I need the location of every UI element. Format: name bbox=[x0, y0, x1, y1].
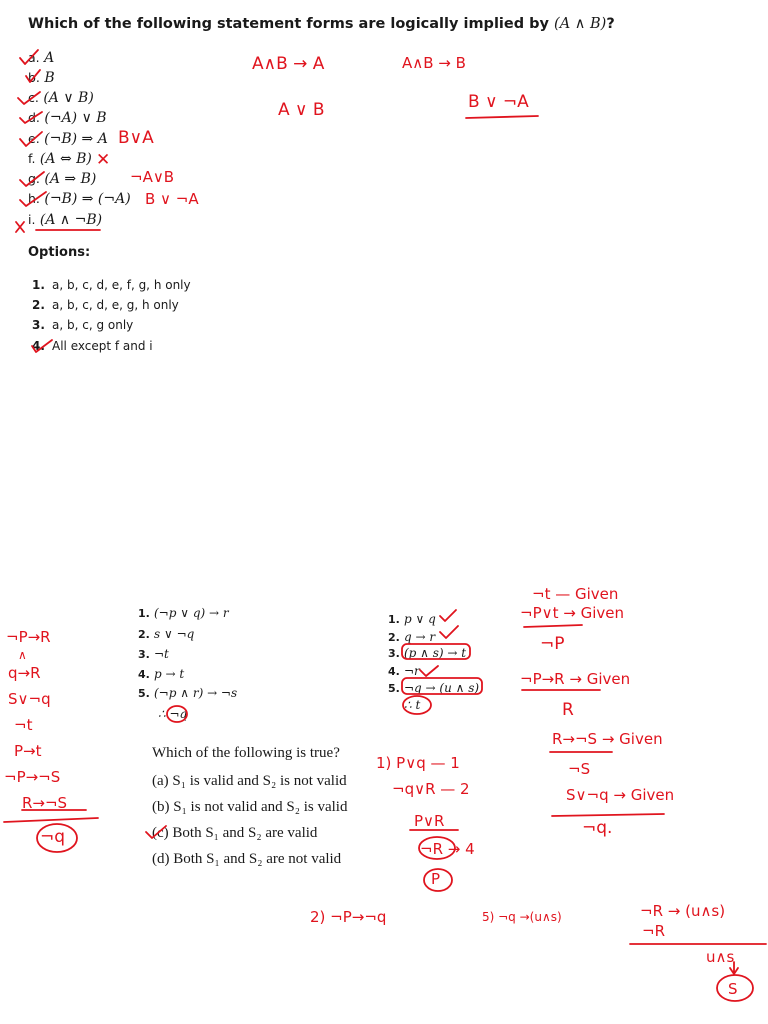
choice-letter: e. bbox=[28, 131, 40, 146]
premise-expr: (p ∧ s) → t bbox=[404, 646, 467, 660]
hw-g-note: ¬A∨B bbox=[130, 168, 175, 186]
premise-number: 5. bbox=[388, 682, 400, 695]
tick-s2-4 bbox=[420, 666, 438, 676]
hw-right-2: ¬P∨t → Given bbox=[520, 604, 624, 622]
hw-bottom-3: ¬R → (u∧s) bbox=[640, 902, 726, 920]
choice-letter: b. bbox=[28, 70, 40, 85]
choice-d bbox=[28, 110, 107, 126]
option-text: a, b, c, d, e, g, h only bbox=[52, 298, 179, 312]
choice-expr: (A ∨ B) bbox=[43, 90, 94, 106]
hw-left-7: ¬P→¬S bbox=[4, 768, 61, 786]
choice-expr: (A ⇒ B) bbox=[44, 171, 97, 187]
hw-bottom-4: ¬R bbox=[642, 922, 665, 940]
choice-i bbox=[28, 212, 102, 228]
options-heading: Options: bbox=[28, 245, 91, 260]
premise-number: 3. bbox=[388, 647, 400, 660]
premise-number: 5. bbox=[138, 687, 150, 700]
hw-bottom-5: u∧s bbox=[706, 948, 735, 966]
choice-expr: (A ∧ ¬B) bbox=[39, 212, 103, 228]
hw-left-6: P→t bbox=[14, 742, 42, 760]
tick-s2-2 bbox=[440, 626, 458, 638]
hw-left-4: S∨¬q bbox=[8, 690, 51, 708]
choice-f bbox=[28, 151, 92, 167]
hw-left-2: ∧ bbox=[18, 648, 27, 662]
hw-h-note: B ∨ ¬A bbox=[145, 190, 199, 208]
s1-conclusion: ∴ ¬q bbox=[158, 707, 188, 721]
premise-number: 2. bbox=[138, 628, 150, 641]
premise-expr: p ∨ q bbox=[404, 612, 436, 626]
premise-expr: ¬r bbox=[404, 664, 420, 678]
hw-avb: A ∨ B bbox=[278, 100, 325, 120]
choice-expr: (¬A) ∨ B bbox=[44, 110, 107, 126]
s2-premise-5 bbox=[388, 681, 479, 695]
underline-bvna bbox=[466, 116, 538, 118]
premise-expr: q → r bbox=[404, 630, 436, 644]
choice-g bbox=[28, 171, 96, 187]
choice-letter: f. bbox=[28, 151, 36, 166]
underline-left bbox=[4, 818, 98, 822]
s2-premise-4 bbox=[388, 664, 420, 678]
hw-mid-3: P∨R bbox=[414, 812, 445, 830]
choice-letter: a. bbox=[28, 50, 40, 65]
option-number: 3. bbox=[32, 318, 45, 332]
option-text: All except f and i bbox=[52, 339, 153, 353]
hw-bottom-answer: S bbox=[728, 980, 738, 998]
premise-number: 3. bbox=[138, 648, 150, 661]
hw-right-7: ¬S bbox=[568, 760, 591, 778]
premise-number: 4. bbox=[138, 668, 150, 681]
option-number: 2. bbox=[32, 298, 45, 312]
s2-premise-3 bbox=[388, 646, 466, 660]
premise-expr: ¬t bbox=[154, 647, 169, 661]
q2-option-a: (a) S₁ is valid and S₂ is not valid bbox=[152, 773, 347, 789]
option-number: 4. bbox=[32, 339, 45, 353]
choice-expr: A bbox=[44, 50, 55, 66]
option-text: a, b, c, d, e, f, g, h only bbox=[52, 278, 191, 292]
hw-left-8: R→¬S bbox=[22, 794, 68, 812]
hw-mid-4: ¬R → 4 bbox=[420, 840, 475, 858]
hw-e-note: B∨A bbox=[118, 128, 154, 148]
premise-number: 2. bbox=[388, 631, 400, 644]
hw-left-answer: ¬q bbox=[40, 827, 66, 847]
s1-premise-2 bbox=[138, 627, 194, 641]
q2-option-c: (c) Both S₁ and S₂ are valid bbox=[152, 825, 318, 841]
option-3 bbox=[32, 318, 133, 332]
hw-right-3: ¬P bbox=[540, 634, 565, 654]
option-1 bbox=[32, 278, 191, 292]
choice-expr: (A ⇔ B) bbox=[39, 151, 92, 167]
premise-expr: p → t bbox=[154, 667, 185, 681]
choice-h bbox=[28, 191, 131, 207]
question-2-title: Which of the following is true? bbox=[152, 745, 340, 761]
premise-expr: ¬q → (u ∧ s) bbox=[404, 681, 480, 695]
hw-right-5: R bbox=[562, 700, 574, 720]
choice-letter: h. bbox=[28, 191, 40, 206]
choice-expr: (¬B) ⇒ A bbox=[44, 131, 108, 147]
hw-bottom-1: 2) ¬P→¬q bbox=[310, 908, 387, 926]
s1-premise-1 bbox=[138, 606, 229, 620]
premise-number: 1. bbox=[388, 613, 400, 626]
hw-mid-5: P bbox=[431, 870, 441, 888]
hw-mid-1: 1) P∨q — 1 bbox=[376, 754, 460, 772]
hw-aandb-a: A∧B → A bbox=[252, 54, 325, 74]
q2-option-b: (b) S₁ is not valid and S₂ is valid bbox=[152, 799, 348, 815]
choice-letter: d. bbox=[28, 110, 40, 125]
title-text: Which of the following statement forms are logically implied by bbox=[28, 16, 555, 32]
s1-premise-3 bbox=[138, 647, 169, 661]
underline-right-4 bbox=[552, 814, 664, 816]
hw-left-1: ¬P→R bbox=[6, 628, 51, 646]
hw-bvna: B ∨ ¬A bbox=[468, 92, 529, 112]
cross-i bbox=[16, 222, 24, 232]
premise-number: 4. bbox=[388, 665, 400, 678]
s1-premise-4 bbox=[138, 667, 184, 681]
premise-number: 1. bbox=[138, 607, 150, 620]
hw-right-1: ¬t — Given bbox=[532, 585, 619, 603]
hw-left-5: ¬t bbox=[14, 716, 33, 734]
hw-f-cross: ✕ bbox=[96, 150, 111, 170]
option-text: a, b, c, g only bbox=[52, 318, 134, 332]
hw-bottom-2: 5) ¬q →(u∧s) bbox=[482, 910, 562, 924]
hw-right-8: S∨¬q → Given bbox=[566, 786, 675, 804]
premise-expr: (¬p ∧ r) → ¬s bbox=[154, 686, 238, 700]
hw-left-3: q→R bbox=[8, 664, 41, 682]
q2-option-d: (d) Both S₁ and S₂ are not valid bbox=[152, 851, 342, 867]
hw-right-6: R→¬S → Given bbox=[552, 730, 663, 748]
choice-e bbox=[28, 131, 108, 147]
s2-premise-2 bbox=[388, 630, 435, 644]
choice-letter: g. bbox=[28, 171, 40, 186]
choice-letter: c. bbox=[28, 90, 39, 105]
title-math: (A ∧ B) bbox=[554, 16, 607, 32]
title-suffix: ? bbox=[606, 16, 615, 32]
s2-conclusion: ∴ t bbox=[404, 698, 421, 712]
premise-expr: (¬p ∨ q) → r bbox=[154, 606, 229, 620]
hw-mid-2: ¬q∨R — 2 bbox=[392, 780, 470, 798]
hw-right-4: ¬P→R → Given bbox=[520, 670, 631, 688]
choice-letter: i. bbox=[28, 212, 36, 227]
choice-expr: (¬B) ⇒ (¬A) bbox=[44, 191, 131, 207]
choice-b bbox=[28, 70, 55, 86]
hw-right-answer: ¬q. bbox=[582, 818, 613, 838]
option-4 bbox=[32, 339, 153, 353]
question-1-title bbox=[28, 16, 615, 32]
underline-right-1 bbox=[524, 625, 582, 627]
hw-aandb-b: A∧B → B bbox=[402, 54, 466, 72]
choice-a bbox=[28, 50, 54, 66]
choice-expr: B bbox=[44, 70, 55, 86]
premise-expr: s ∨ ¬q bbox=[154, 627, 195, 641]
s1-premise-5 bbox=[138, 686, 237, 700]
tick-s2-1 bbox=[440, 610, 456, 621]
option-number: 1. bbox=[32, 278, 45, 292]
s2-premise-1 bbox=[388, 612, 436, 626]
choice-c bbox=[28, 90, 94, 106]
option-2 bbox=[32, 298, 179, 312]
